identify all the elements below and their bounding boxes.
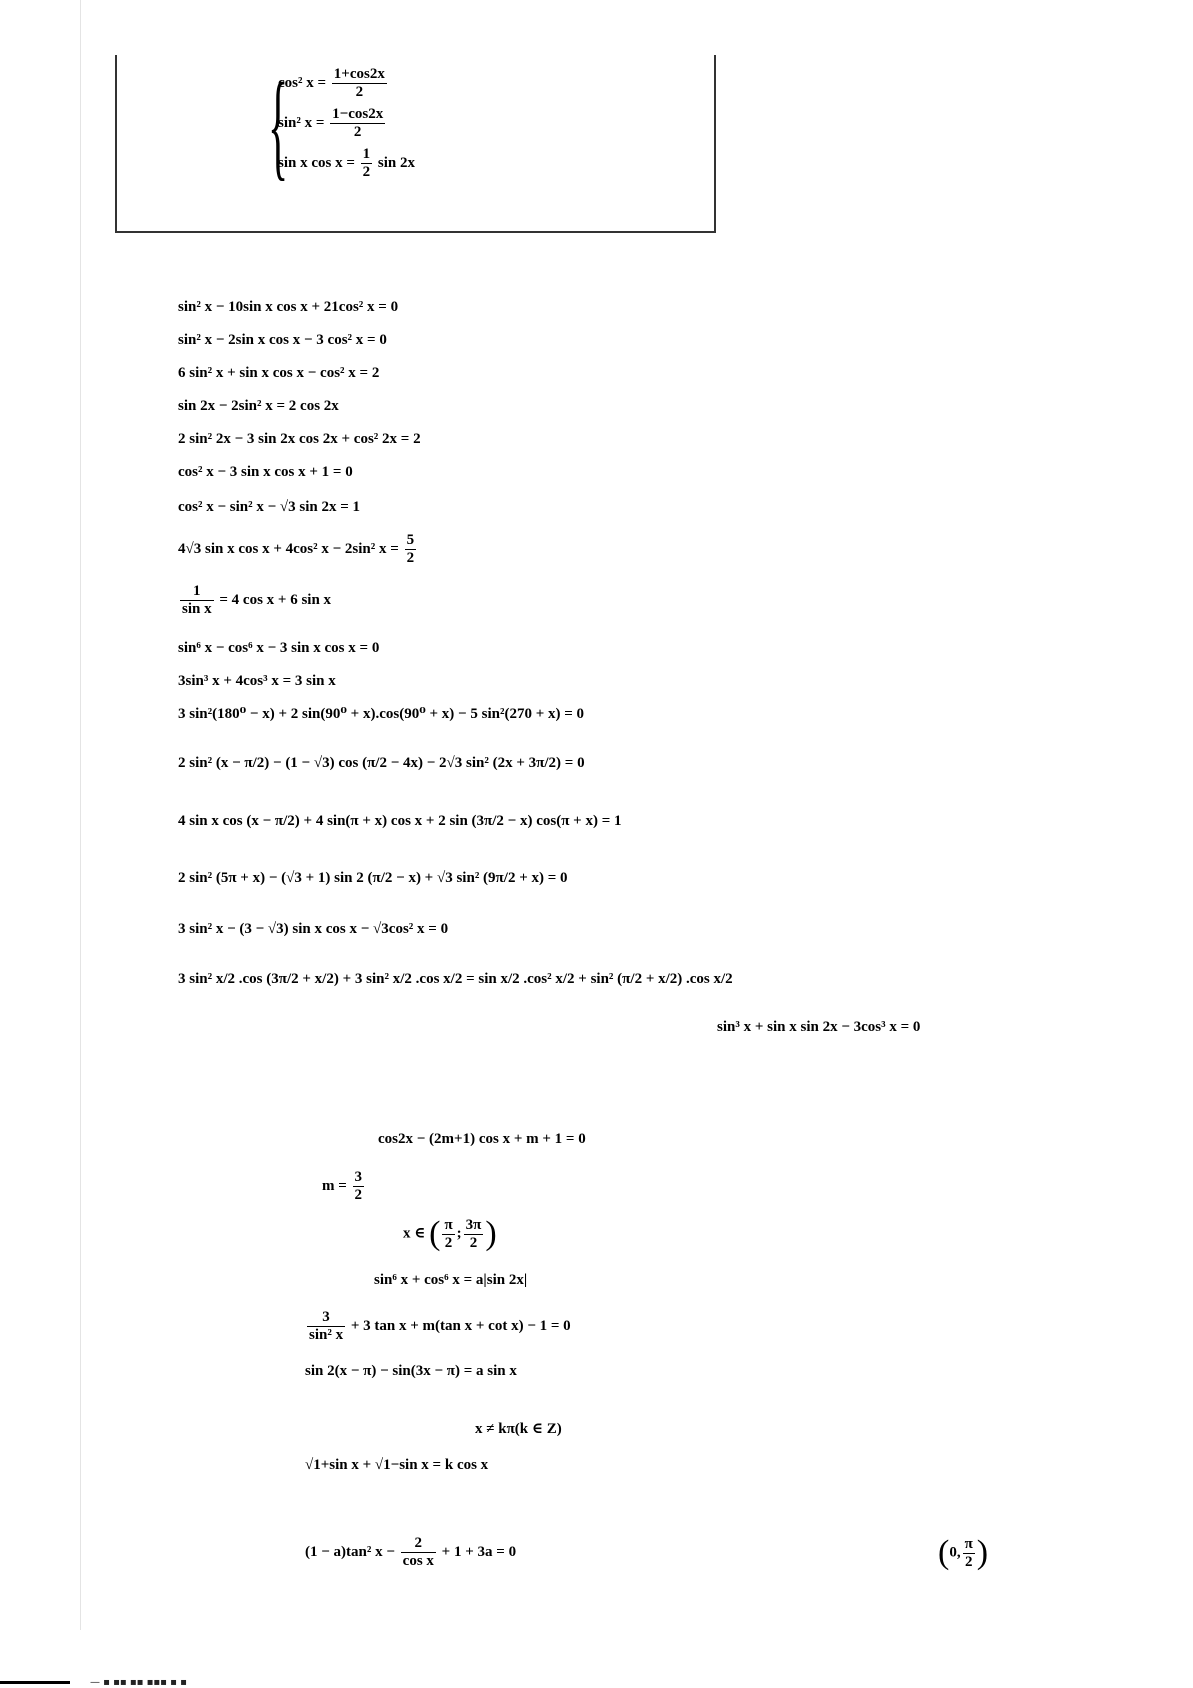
footer-bar (0, 1681, 70, 1684)
equation-11: 3sin³ x + 4cos³ x = 3 sin x (178, 673, 336, 689)
param-interval-right: (0, $\frac{\pi}{2}$ ) (938, 1534, 989, 1571)
param-interval: x ∈ ( $\frac{\pi}{2}$ ; $\frac{3\pi}{2}$ ) (403, 1215, 497, 1252)
param-equation-4: sin 2(x − π) − sin(3x − π) = a sin x (305, 1363, 517, 1379)
param-equation-2: sin⁶ x + cos⁶ x = a|sin 2x| (374, 1272, 528, 1288)
equation-15: 2 sin² (5π + x) − (√3 + 1) sin 2 (π/2 − x) + √3 sin² (9π/2 + x) = 0 (178, 870, 568, 886)
equation-9: $\frac{1}{\text{sin x}}$ = 4 cos x + 6 sin x (182, 583, 332, 617)
param-equation-6: (1 − a)tan² x − $\frac{2}{\text{cos x}}$ + 1 + 3a = 0 (305, 1535, 517, 1569)
equation-8: 4√3 sin x cos x + 4cos² x − 2sin² x = $\frac{5}{2}$ (178, 532, 415, 566)
equation-16: 3 sin² x − (3 − √3) sin x cos x − √3cos² x = 0 (178, 921, 449, 937)
footer-text: — ▪ ▪▪ ▪▪ ▪▪▪ ▪ ▪ (90, 1677, 187, 1688)
page-margin-rule (80, 0, 81, 1630)
identity-sin-squared: sin² x = $\frac{1-\cos 2x}{2}$ (278, 106, 384, 140)
equation-18: sin³ x + sin x sin 2x − 3cos³ x = 0 (717, 1019, 921, 1035)
equation-12: 3 sin²(180⁰ − x) + 2 sin(90⁰ + x).cos(90⁰ + x) − 5 sin²(270 + x) = 0 (178, 706, 585, 722)
param-equation-3: $\frac{3}{\text{sin² x}}$ + 3 tan x + m(tan x + cot x) − 1 = 0 (309, 1309, 571, 1343)
equation-3: 6 sin² x + sin x cos x − cos² x = 2 (178, 365, 380, 381)
equation-6: cos² x − 3 sin x cos x + 1 = 0 (178, 464, 353, 480)
equation-14: 4 sin x cos (x − π/2) + 4 sin(π + x) cos x + 2 sin (3π/2 − x) cos(π + x) = 1 (178, 813, 622, 829)
identity-cos-squared: cos² x = $\frac{1+\cos 2x}{2}$ (278, 66, 385, 100)
param-condition: x ≠ kπ(k ∈ Z) (475, 1421, 562, 1437)
equation-5: 2 sin² 2x − 3 sin 2x cos 2x + cos² 2x = 2 (178, 431, 421, 447)
equation-1: sin² x − 10sin x cos x + 21cos² x = 0 (178, 299, 399, 315)
equation-10: sin⁶ x − cos⁶ x − 3 sin x cos x = 0 (178, 640, 380, 656)
equation-4: sin 2x − 2sin² x = 2 cos 2x (178, 398, 339, 414)
param-equation-1: cos2x − (2m+1) cos x + m + 1 = 0 (378, 1131, 586, 1147)
param-m-value: m = $\frac{3}{2}$ (322, 1169, 363, 1203)
identity-box (115, 55, 716, 233)
param-equation-5: √1+sin x + √1−sin x = k cos x (305, 1457, 489, 1473)
equation-13: 2 sin² (x − π/2) − (1 − √3) cos (π/2 − 4x) − 2√3 sin² (2x + 3π/2) = 0 (178, 755, 585, 771)
system-brace: { (268, 58, 289, 191)
equation-7: cos² x − sin² x − √3 sin 2x = 1 (178, 499, 361, 515)
equation-17: 3 sin² x/2 .cos (3π/2 + x/2) + 3 sin² x/2 .cos x/2 = sin x/2 .cos² x/2 + sin² (π/2 + x/2) .cos x/2 (178, 971, 733, 987)
equation-2: sin² x − 2sin x cos x − 3 cos² x = 0 (178, 332, 387, 348)
identity-sin-cos: sin x cos x = $\frac{1}{2}$ sin 2x (278, 146, 415, 180)
